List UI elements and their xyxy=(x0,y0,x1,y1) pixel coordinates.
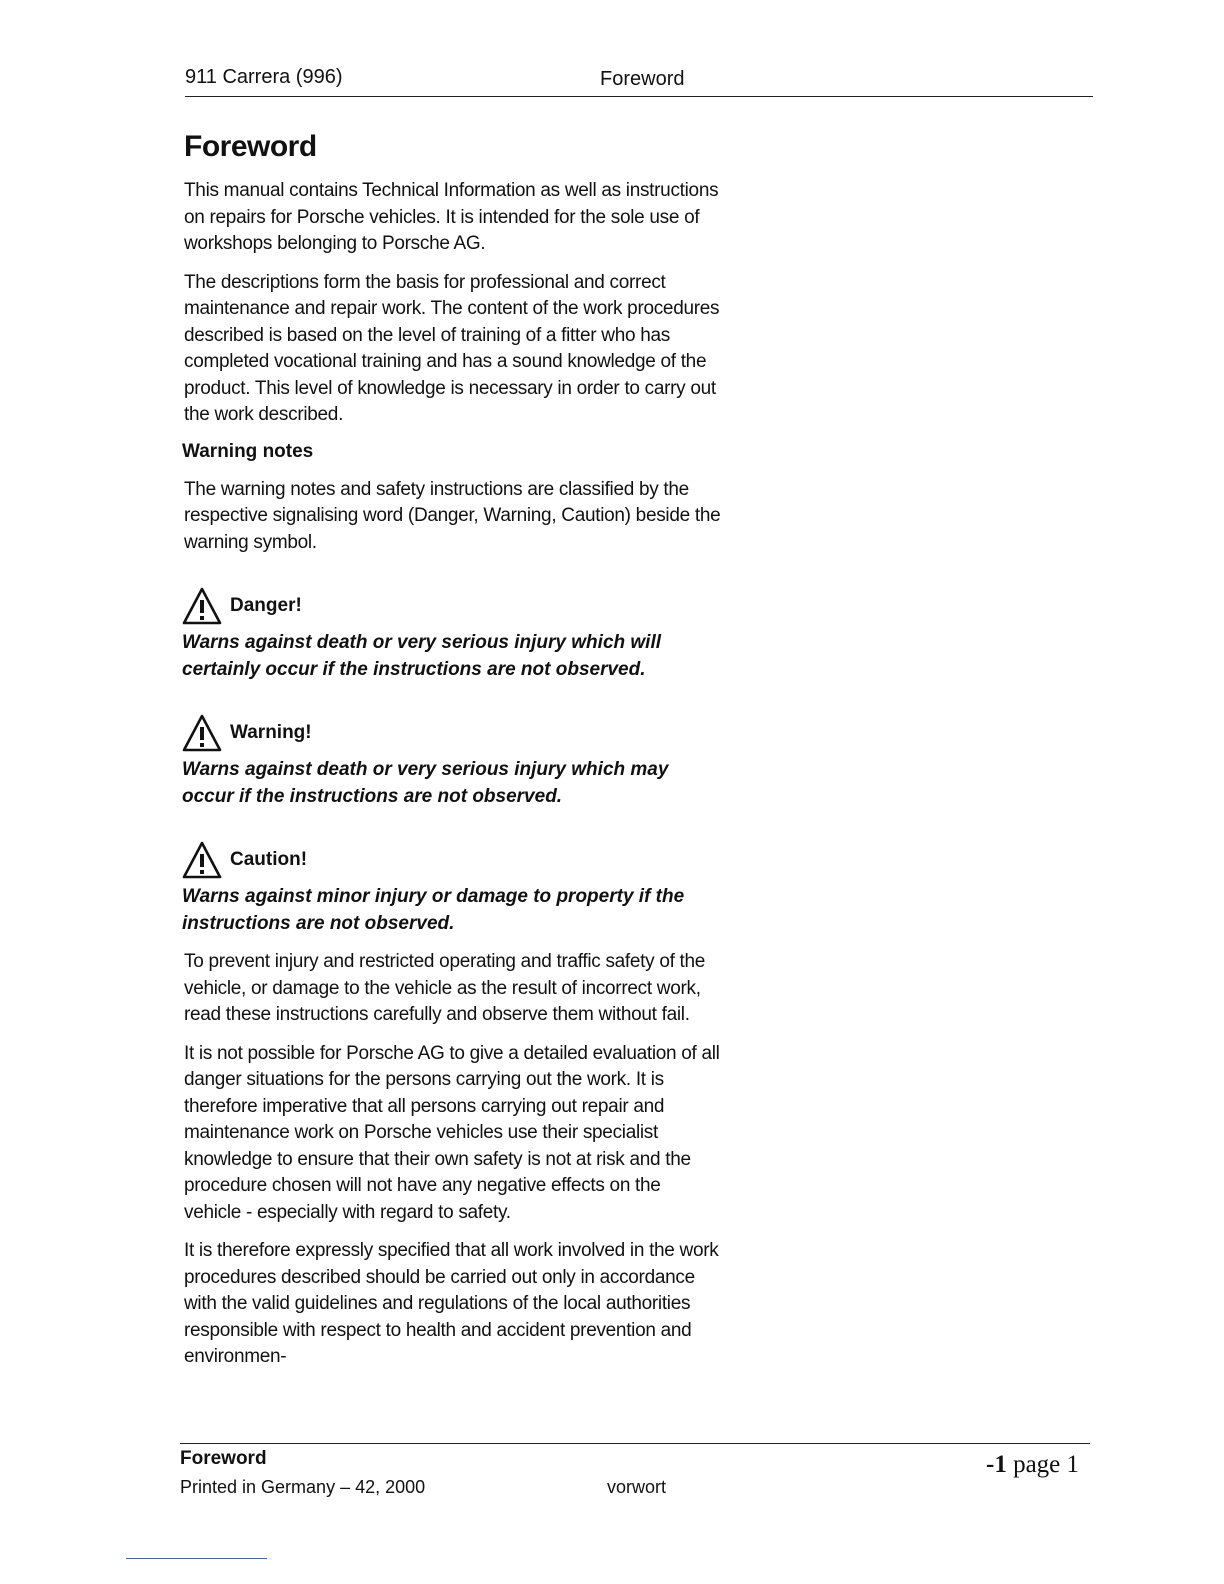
warning-triangle-icon xyxy=(182,587,222,625)
footer-printed: Printed in Germany – 42, 2000 xyxy=(180,1477,426,1497)
warning-text: Warns against death or very serious injury which may occur if the instructions are not observed. xyxy=(182,759,669,807)
closing-paragraph-3: It is therefore expressly specified that all work involved in the work procedures described should be carried out only in accordance with the valid guidelines and regulations of the local authorities responsible with respect to health and accident prevention and environmen- xyxy=(184,1240,719,1367)
danger-text: Warns against death or very serious injury which will certainly occur if the instructions are not observed. xyxy=(182,632,662,680)
warning-notes-heading: Warning notes xyxy=(182,440,314,462)
page-header xyxy=(185,66,1093,102)
page-number-word: page 1 xyxy=(1013,1451,1080,1478)
warning-note xyxy=(182,713,722,810)
closing-paragraph-2: It is not possible for Porsche AG to give a detailed evaluation of all danger situations for the persons carrying out the work. It is therefore imperative that all persons carrying out repair and maintenance work on Porsche vehicles use their specialist knowledge to ensure that their own safety is not at risk and the procedure chosen will not have any negative effects on the vehicle - especially with regard to safety. xyxy=(184,1042,720,1223)
warning-label: Warning! xyxy=(230,722,312,743)
footer-code: vorwort xyxy=(607,1477,667,1497)
danger-label: Danger! xyxy=(230,595,302,616)
header-model: 911 Carrera (996) xyxy=(185,66,343,88)
caution-note xyxy=(182,840,722,937)
caution-text: Warns against minor injury or damage to property if the instructions are not observed. xyxy=(182,886,685,934)
intro-paragraph-1: This manual contains Technical Information as well as instructions on repairs for Porsche vehicles. It is intended for the sole use of workshops belonging to Porsche AG. xyxy=(184,180,719,254)
page-number-value: -1 xyxy=(986,1451,1007,1478)
warning-triangle-icon xyxy=(182,841,222,879)
warning-triangle-icon xyxy=(182,714,222,752)
closing-paragraph-1: To prevent injury and restricted operating and traffic safety of the vehicle, or damage to the vehicle as the result of incorrect work, read these instructions carefully and observe them without fail. xyxy=(184,951,706,1025)
page-title: Foreword xyxy=(184,130,317,163)
warning-notes-paragraph: The warning notes and safety instructions are classified by the respective signalising word (Danger, Warning, Caution) beside the warning symbol. xyxy=(184,478,721,553)
page-number xyxy=(986,1451,1079,1479)
main-content xyxy=(182,130,722,1383)
intro-paragraph-2: The descriptions form the basis for professional and correct maintenance and repair work. The content of the work procedures described is based on the level of training of a fitter who has completed vocational training and has a sound knowledge of the product. This level of knowledge is necessary in order to carry out the work described. xyxy=(184,271,720,425)
footer-rule xyxy=(180,1443,1090,1444)
header-rule xyxy=(185,96,1093,97)
danger-note xyxy=(182,586,722,683)
header-section: Foreword xyxy=(600,68,685,90)
caution-label: Caution! xyxy=(230,849,308,870)
link-underline xyxy=(126,1558,267,1559)
footer-title: Foreword xyxy=(180,1448,267,1469)
